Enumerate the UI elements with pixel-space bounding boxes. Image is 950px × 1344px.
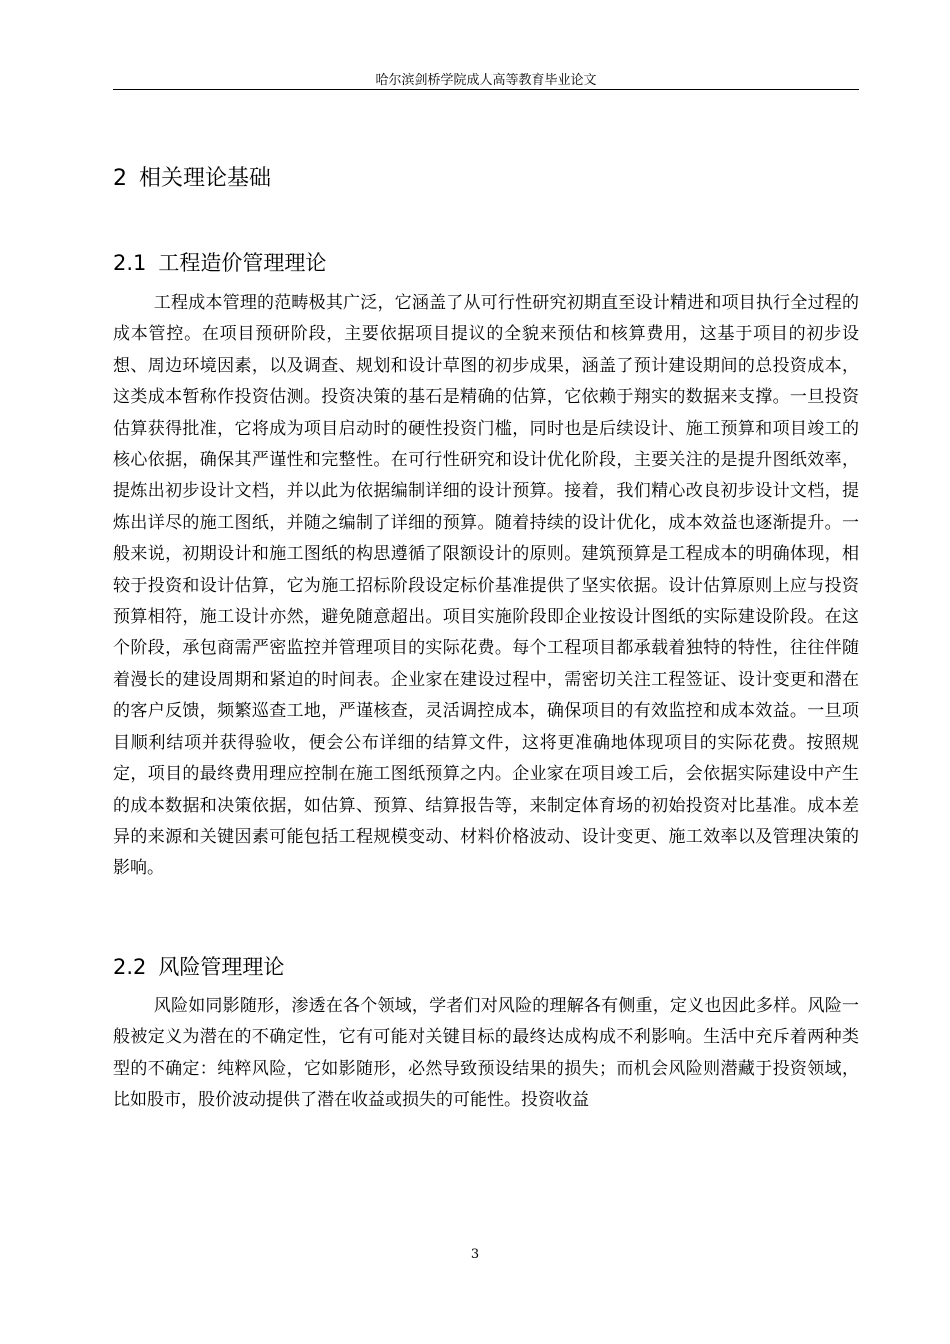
section-title-text: 风险管理理论 xyxy=(158,955,285,979)
section-number: 2.1 xyxy=(113,251,147,275)
page-number: 3 xyxy=(470,1247,480,1262)
chapter-number: 2 xyxy=(113,166,127,191)
chapter-title xyxy=(113,162,271,196)
header-rule xyxy=(113,89,859,90)
section-heading-2-2 xyxy=(113,951,284,983)
section-number: 2.2 xyxy=(113,955,147,979)
section-heading-2-1 xyxy=(113,247,326,279)
section-2-2-paragraph: 风险如同影随形，渗透在各个领域，学者们对风险的理解各有侧重，定义也因此多样。风险一般被定义为潜在的不确定性，它有可能对关键目标的最终达成构成不利影响。生活中充斥着两种类型的不确定：纯粹风险，它如影随形，必然导致预设结果的损失；而机会风险则潜藏于投资领域，比如股市，股价波动提供了潜在收益或损失的可能性。投资收益 xyxy=(113,996,859,1111)
chapter-title-text: 相关理论基础 xyxy=(139,166,272,191)
running-header: 哈尔滨剑桥学院成人高等教育毕业论文 xyxy=(375,73,597,88)
section-2-1-paragraph: 工程成本管理的范畴极其广泛，它涵盖了从可行性研究初期直至设计精进和项目执行全过程的成本管控。在项目预研阶段，主要依据项目提议的全貌来预估和核算费用，这基于项目的初步设想、周边环境因素，以及调查、规划和设计草图的初步成果，涵盖了预计建设期间的总投资成本，这类成本暂称作投资估测。投资决策的基石是精确的估算，它依赖于翔实的数据来支撑。一旦投资估算获得批准，它将成为项目启动时的硬性投资门槛，同时也是后续设计、施工预算和项目竣工的核心依据，确保其严谨性和完整性。在可行性研究和设计优化阶段，主要关注的是提升图纸效率，提炼出初步设计文档，并以此为依据编制详细的设计预算。接着，我们精心改良初步设计文档，提炼出详尽的施工图纸，并随之编制了详细的预算。随着持续的设计优化，成本效益也逐渐提升。一般来说，初期设计和施工图纸的构思遵循了限额设计的原则。建筑预算是工程成本的明确体现，相较于投资和设计估算，它为施工招标阶段设定标价基准提供了坚实依据。设计估算原则上应与投资预算相符，施工设计亦然，避免随意超出。项目实施阶段即企业按设计图纸的实际建设阶段。在这个阶段，承包商需严密监控并管理项目的实际花费。每个工程项目都承载着独特的特性，往往伴随着漫长的建设周期和紧迫的时间表。企业家在建设过程中，需密切关注工程签证、设计变更和潜在的客户反馈，频繁巡查工地，严谨核查，灵活调控成本，确保项目的有效监控和成本效益。一旦项目顺利结项并获得验收，便会公布详细的结算文件，这将更准确地体现项目的实际花费。按照规定，项目的最终费用理应控制在施工图纸预算之内。企业家在项目竣工后，会依据实际建设中产生的成本数据和决策依据，如估算、预算、结算报告等，来制定体育场的初始投资对比基准。成本差异的来源和关键因素可能包括工程规模变动、材料价格波动、设计变更、施工效率以及管理决策的影响。 xyxy=(113,293,859,879)
section-title-text: 工程造价管理理论 xyxy=(158,251,327,275)
